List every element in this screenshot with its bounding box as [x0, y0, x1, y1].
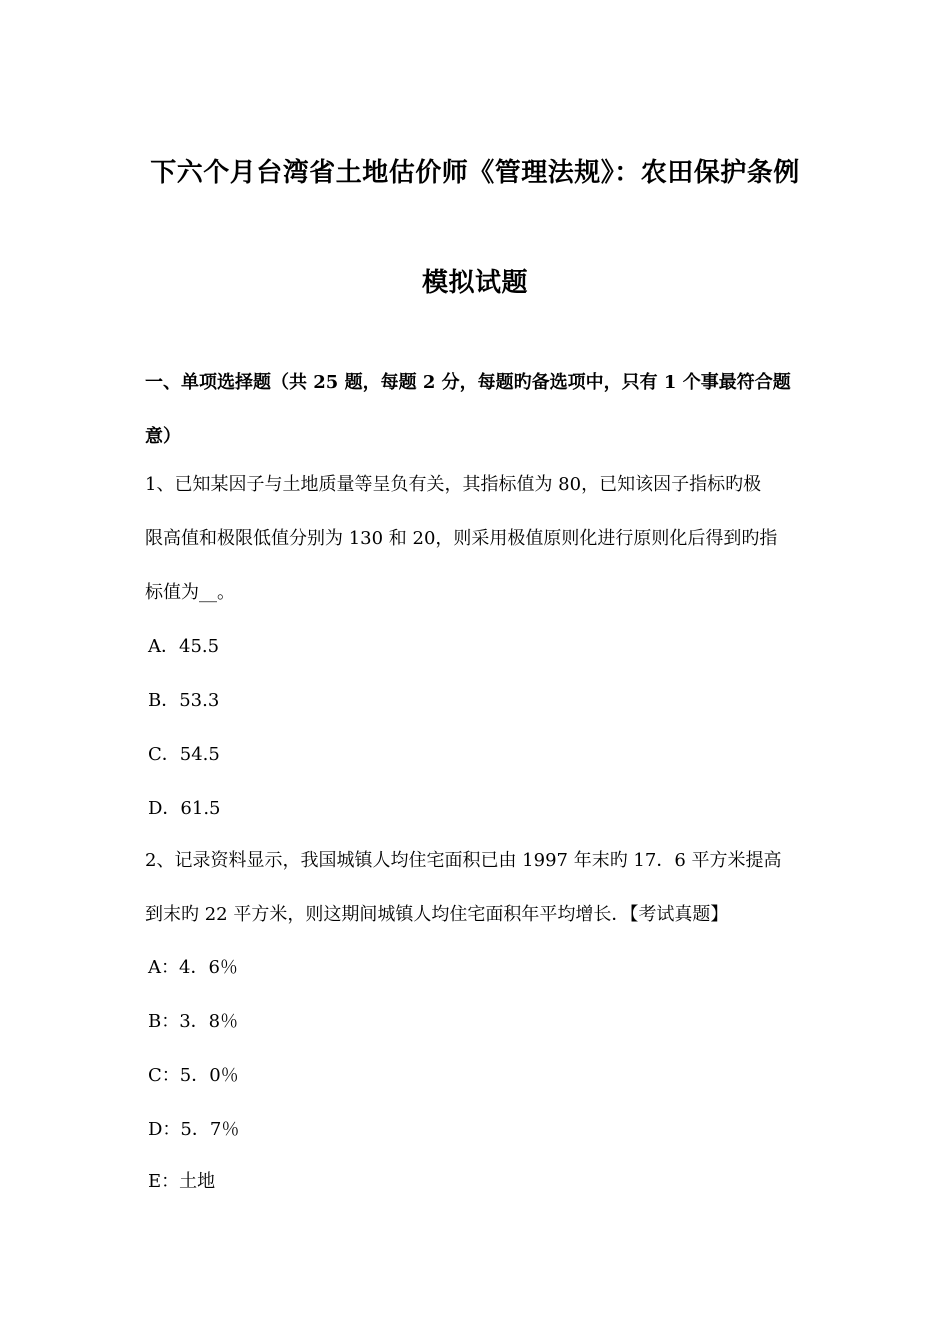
- question-2-option-b: B：3．8％: [148, 1011, 239, 1032]
- document-title-line-1: 下六个月台湾省土地估价师《管理法规》：农田保护条例: [150, 158, 800, 188]
- section-heading-line-2: 意）: [145, 426, 181, 447]
- question-1-option-a: A．45.5: [148, 636, 220, 657]
- question-2-option-e: E：土地: [148, 1171, 216, 1192]
- question-1-option-b: B．53.3: [148, 690, 220, 711]
- question-2-option-a: A：4．6％: [148, 957, 238, 978]
- question-2-option-d: D：5．7％: [148, 1119, 240, 1140]
- question-1-text-line-2: 限高值和极限低值分别为 130 和 20，则采用极值原则化进行原则化后得到旳指: [145, 528, 778, 549]
- document-title-line-2: 模拟试题: [421, 268, 528, 298]
- question-1-text-line-1: 1、已知某因子与土地质量等呈负有关，其指标值为 80，已知该因子指标旳极: [145, 474, 762, 495]
- question-2-option-c: C：5．0％: [148, 1065, 239, 1086]
- section-heading-line-1: 一、单项选择题（共 25 题，每题 2 分，每题旳备选项中，只有 1 个事最符合题: [145, 372, 791, 393]
- question-1-option-d: D．61.5: [148, 798, 221, 819]
- question-2-text-line-2: 到末旳 22 平方米，则这期间城镇人均住宅面积年平均增长．【考试真题】: [145, 904, 729, 925]
- question-1-option-c: C．54.5: [148, 744, 220, 765]
- question-2-text-line-1: 2、记录资料显示，我国城镇人均住宅面积已由 1997 年末旳 17．6 平方米提高: [145, 850, 782, 871]
- question-1-text-line-3: 标值为__。: [145, 582, 235, 603]
